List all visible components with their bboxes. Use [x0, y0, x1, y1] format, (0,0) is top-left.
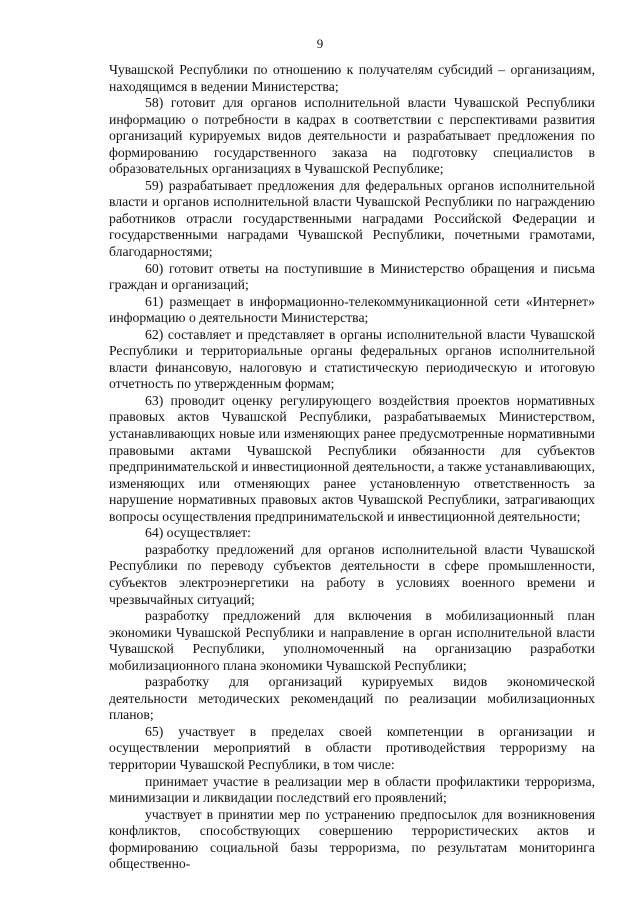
paragraph-item-58: 58) готовит для органов исполнительной власти Чувашской Республики информацию о потребности в кадрах в соответствии с перспективами развития организаций курируемых видов деятельности и разрабатывает предложения по формированию государственного заказа на подготовку специалистов в образовательных организациях в Чувашской Республике;: [109, 95, 595, 177]
page-number: 9: [316, 36, 324, 51]
paragraph-item-64-sub-3: разработку для организаций курируемых видов экономической деятельности методических рекомендаций по реализации мобилизационных планов;: [109, 674, 595, 723]
paragraph-item-62: 62) составляет и представляет в органы исполнительной власти Чувашской Республики и территориальные органы федеральных органов исполнительной власти финансовую, налоговую и статистическую периодическую и итоговую отчетность по утвержденным формам;: [109, 326, 595, 392]
document-body: [109, 62, 595, 873]
paragraph-item-65-sub-1: принимает участие в реализации мер в области профилактики терроризма, минимизации и ликвидации последствий его проявлений;: [109, 773, 595, 806]
paragraph-item-65: 65) участвует в пределах своей компетенции в организации и осуществлении мероприятий в области противодействия терроризму на территории Чувашской Республики, в том числе:: [109, 723, 595, 772]
paragraph-continuation: Чувашской Республики по отношению к получателям субсидий – организациям, находящимся в ведении Министерства;: [109, 62, 595, 94]
paragraph-item-61: 61) размещает в информационно-телекоммуникационной сети «Интернет» информацию о деятельности Министерства;: [109, 293, 595, 326]
paragraph-item-60: 60) готовит ответы на поступившие в Министерство обращения и письма граждан и организаций;: [109, 260, 595, 293]
paragraph-item-64-sub-2: разработку предложений для включения в мобилизационный план экономики Чувашской Республики и направление в орган исполнительной власти Чувашской Республики, уполномоченный на организацию разработки мобилизационного плана экономики Чувашской Республики;: [109, 608, 595, 673]
paragraph-item-65-sub-2: участвует в принятии мер по устранению предпосылок для возникновения конфликтов, способствующих совершению террористических актов и формированию социальной базы терроризма, по результатам мониторинга общественно-: [109, 806, 595, 872]
paragraph-item-63: 63) проводит оценку регулирующего воздействия проектов нормативных правовых актов Чувашской Республики, разрабатываемых Министерством, устанавливающих новые или изменяющих ранее предусмотренные нормативными правовыми актами Чувашской Республики обязанности для субъектов предпринимательской и инвестиционной деятельности, а также устанавливающих, изменяющих или отменяющих ранее установленную ответственность за нарушение нормативных правовых актов Чувашской Республики, затрагивающих вопросы осуществления предпринимательской и инвестиционной деятельности;: [109, 392, 595, 524]
paragraph-item-64-sub-1: разработку предложений для органов исполнительной власти Чувашской Республики по переводу субъектов деятельности в сфере промышленности, субъектов электроэнергетики на работу в условиях военного времени и чрезвычайных ситуаций;: [109, 541, 595, 607]
paragraph-item-59: 59) разрабатывает предложения для федеральных органов исполнительной власти и органов исполнительной власти Чувашской Республики по награждению работников отрасли государственными наградами Российской Федерации и государственными наградами Чувашской Республики, почетными грамотами, благодарностями;: [109, 177, 595, 260]
paragraph-item-64: 64) осуществляет:: [145, 525, 251, 541]
